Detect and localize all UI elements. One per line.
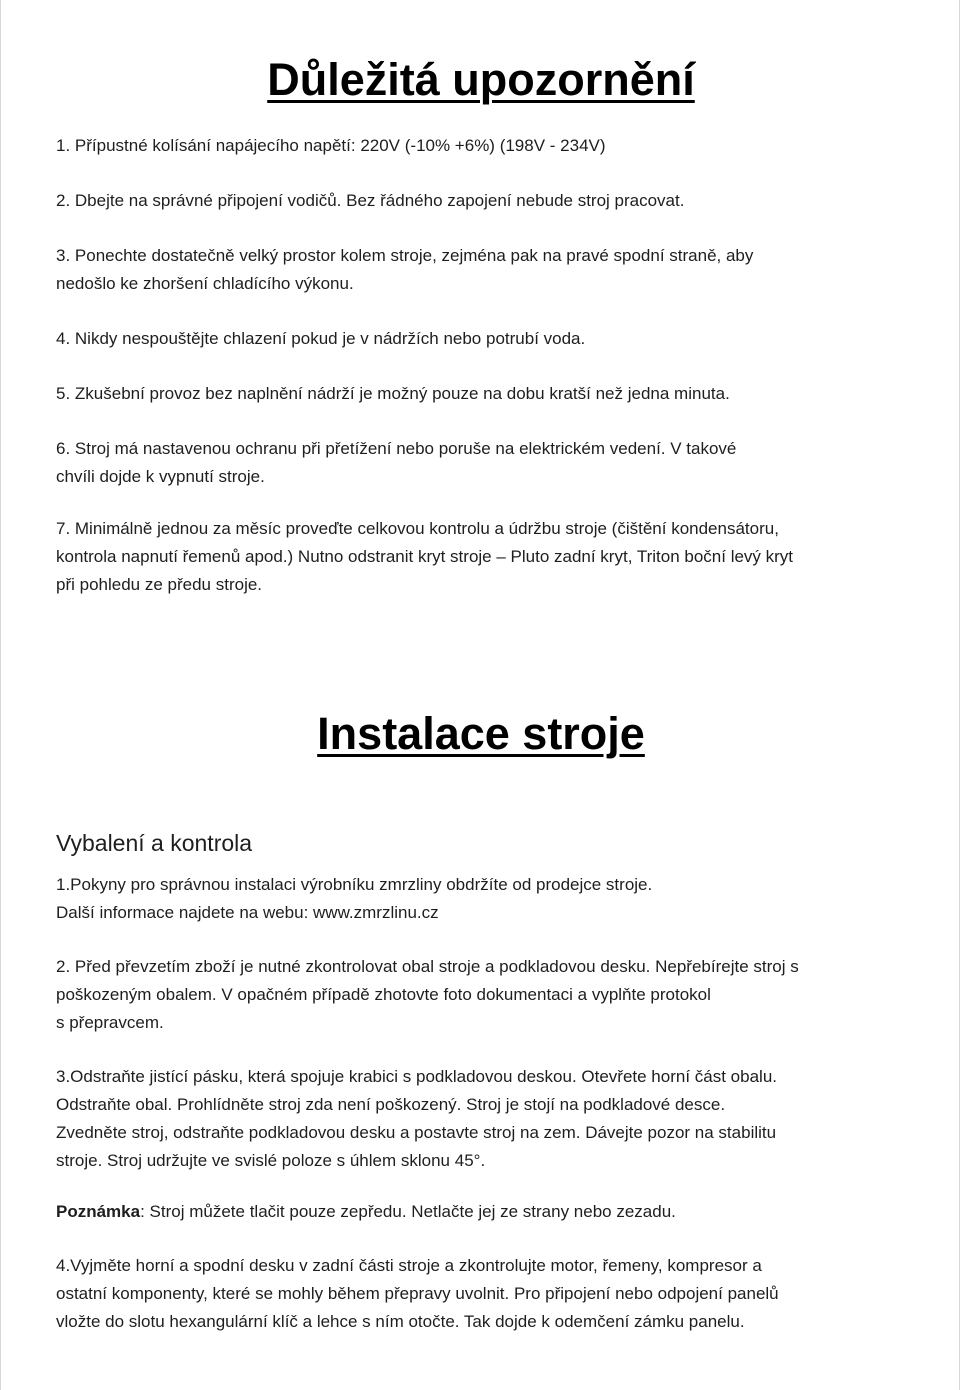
note-label: Poznámka [56,1202,141,1221]
warning-item-3: 3. Ponechte dostatečně velký prostor kolem stroje, zejména pak na pravé spodní straně, aby nedošlo ke zhoršení chladícího výkonu. [56,246,754,293]
install-item-2: 2. Před převzetím zboží je nutné zkontrolovat obal stroje a podkladovou desku. Nepřebírejte stroj s poškozeným obalem. V opačném případě zhotovte foto dokumentaci a vyplňte protokol s přepravcem. [56,957,799,1032]
warning-item-1: 1. Přípustné kolísání napájecího napětí: 220V (-10% +6%) (198V - 234V) [56,136,606,155]
warning-item-4: 4. Nikdy nespouštějte chlazení pokud je v nádržích nebo potrubí voda. [56,329,586,348]
warning-item-5: 5. Zkušební provoz bez naplnění nádrží je možný pouze na dobu kratší než jedna minuta. [56,384,730,403]
installation-heading: Instalace stroje [317,708,645,759]
warning-item-2: 2. Dbejte na správné připojení vodičů. Bez řádného zapojení nebude stroj pracovat. [56,191,685,210]
install-item-1: 1.Pokyny pro správnou instalaci výrobníku zmrzliny obdržíte od prodejce stroje. Další informace najdete na webu: www.zmrzlinu.cz [56,875,653,922]
install-item-4: 4.Vyjměte horní a spodní desku v zadní části stroje a zkontrolujte motor, řemeny, kompresor a ostatní komponenty, které se mohly během přepravy uvolnit. Pro připojení nebo odpojení panelů vložte do slotu hexangulární klíč a lehce s ním otočte. Tak dojde k odemčení zámku panelu. [56,1256,779,1331]
install-note [56,1198,916,1226]
warning-item-6: 6. Stroj má nastavenou ochranu při přetížení nebo poruše na elektrickém vedení. V takové chvíli dojde k vypnutí stroje. [56,439,737,486]
warning-item-7: 7. Minimálně jednou za měsíc proveďte celkovou kontrolu a údržbu stroje (čištění kondensátoru, kontrola napnutí řemenů apod.) Nutno odstranit kryt stroje – Pluto zadní kryt, Triton boční levý kryt při pohledu ze předu stroje. [56,519,794,594]
note-text: : Stroj můžete tlačit pouze zepředu. Netlačte jej ze strany nebo zezadu. [140,1202,676,1221]
install-item-3: 3.Odstraňte jistící pásku, která spojuje krabici s podkladovou deskou. Otevřete horní část obalu. Odstraňte obal. Prohlídněte stroj zda není poškozený. Stroj je stojí na podkladové desce. Zvedněte stroj, odstraňte podkladovou desku a postavte stroj na zem. Dávejte pozor na stabilitu stroje. Stroj udržujte ve svislé poloze s úhlem sklonu 45°. [56,1067,777,1170]
warnings-heading: Důležitá upozornění [267,54,695,105]
unpacking-subheading: Vybalení a kontrola [56,830,253,856]
